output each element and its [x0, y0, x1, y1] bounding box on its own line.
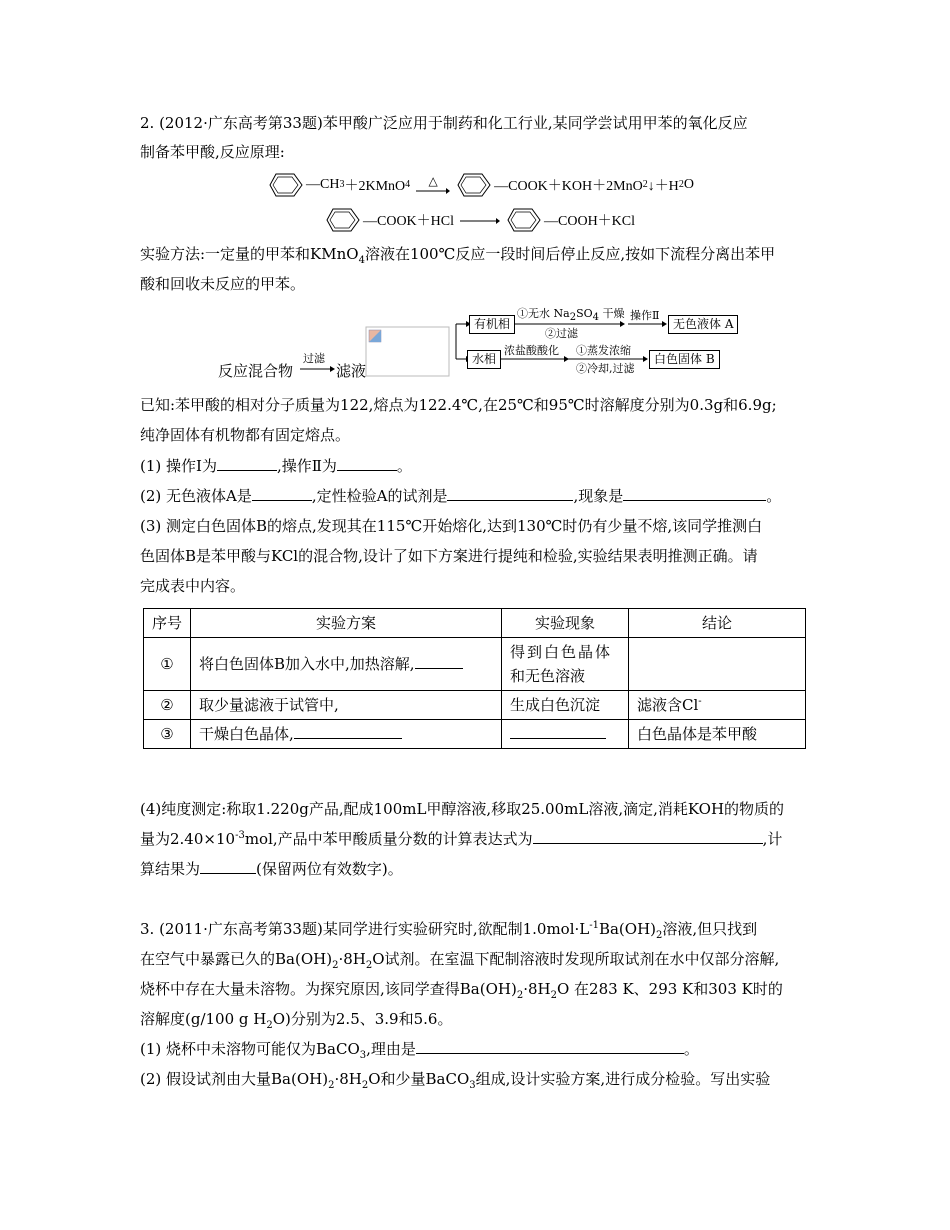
q2-part-3-line-1: (3) 测定白色固体B的熔点,发现其在115℃开始熔化,达到130℃时仍有少量不熔,该同学推测白	[140, 517, 763, 535]
flowchart-lines	[0, 0, 950, 400]
q3-part-2: (2) 假设试剂由大量$Ba(OH)_2\cdot 8H_2O$和少量BaCO$_3$组成,设计实验方案,进行成分检验。写出实验	[140, 1070, 771, 1091]
answer-blank[interactable]	[217, 456, 277, 471]
answer-blank[interactable]	[416, 1039, 684, 1054]
q2-part-4-line-1: (4)纯度测定:称取1.220g产品,配成100mL甲醇溶液,移取25.00mL溶液,滴定,消耗KOH的物质的	[140, 800, 785, 818]
q3-line-3: 烧杯中存在大量未溶物。为探究原因,该同学查得$Ba(OH)_2\cdot 8H_2O$ 在283 K、293 K和303 K时的	[140, 980, 783, 1001]
known-line-2: 纯净固体有机物都有固定熔点。	[140, 426, 351, 444]
table-header: 序号	[144, 609, 191, 638]
q2-part-3-line-2: 色固体B是苯甲酸与KCl的混合物,设计了如下方案进行提纯和检验,实验结果表明推测正确。请	[140, 547, 758, 565]
flow-liquid-a: 无色液体 A	[668, 315, 738, 334]
q2-part-1: (1) 操作Ⅰ为 ,操作Ⅱ为 。	[140, 457, 412, 475]
table-row: ③ 干燥白色晶体, 白色晶体是苯甲酸	[144, 720, 806, 749]
answer-blank[interactable]	[623, 486, 766, 501]
q3-line-1: 3. (2011·广东高考第33题)某同学进行实验研究时,欲配制$1.0mol\cdot L^{-1}Ba(OH)_2$溶液,但只找到	[140, 920, 758, 941]
flow-aqueous-phase: 水相	[467, 350, 501, 369]
answer-blank[interactable]	[415, 654, 463, 669]
q2-line-1: 2. (2012·广东高考第33题)苯甲酸广泛应用于制药和化工行业,某同学尝试用甲苯的氧化反应	[140, 114, 748, 132]
q3-line-4: 溶解度(g/100 g $H_2O$)分别为2.5、3.9和5.6。	[140, 1010, 453, 1031]
ch3-group: —CH	[306, 177, 340, 192]
answer-blank[interactable]	[447, 486, 573, 501]
answer-blank[interactable]	[252, 486, 312, 501]
flow-organic-phase: 有机相	[469, 315, 515, 334]
table-header: 结论	[629, 609, 806, 638]
flow-mixture: 反应混合物	[218, 362, 294, 380]
q2-part-4-line-2: 量为$2.40\times 10^{-3}mol$,产品中苯甲酸质量分数的计算表达式为 ,计	[140, 830, 783, 848]
known-line-1: 已知:苯甲酸的相对分子质量为122,熔点为122.4℃,在25℃和95℃时溶解度分别为0.3g和6.9g;	[140, 396, 777, 414]
flow-op2: 操作Ⅱ	[630, 309, 660, 322]
q2-part-4-line-3: 算结果为 (保留两位有效数字)。	[140, 860, 403, 878]
reaction-equation-1: —CH 3 ＋2KMnO 4 △ —COOK＋KOH＋2MnO 2 ↓＋H 2 O	[268, 172, 694, 198]
method-line-2: 酸和回收未反应的甲苯。	[140, 275, 306, 293]
q3-line-2: 在空气中暴露已久的$Ba(OH)_2\cdot 8H_2O$试剂。在室温下配制溶液时发现所取试剂在水中仅部分溶解,	[140, 950, 780, 971]
q3-part-1: (1) 烧杯中未溶物可能仅为BaCO$_3$,理由是 。	[140, 1040, 699, 1061]
flow-dry-step: ①无水 $Na_2SO_4$ 干燥	[517, 307, 625, 324]
table-header: 实验方案	[191, 609, 502, 638]
q2-part-2: (2) 无色液体A是 ,定性检验A的试剂是 ,现象是 。	[140, 487, 782, 505]
experiment-table	[143, 608, 806, 749]
kmno4-reagent: ＋2KMnO	[344, 179, 406, 194]
products: —COOK＋KOH＋2MnO	[494, 179, 643, 194]
method-line-1: 实验方法:一定量的甲苯和KMnO$_4$溶液在100℃反应一段时间后停止反应,按如下流程分离出苯甲	[140, 245, 776, 266]
heat-arrow: △	[416, 175, 450, 195]
answer-blank[interactable]	[510, 724, 606, 739]
table-row: ① 将白色固体B加入水中,加热溶解, 得到白色晶体 和无色溶液	[144, 638, 806, 691]
answer-blank[interactable]	[200, 859, 256, 874]
flow-acidify: 浓盐酸酸化	[504, 344, 559, 357]
q2-part-3-line-3: 完成表中内容。	[140, 577, 246, 595]
reaction-equation-2: —COOK＋HCl —COOH＋KCl	[325, 207, 635, 233]
answer-blank[interactable]	[294, 724, 402, 739]
table-header-row	[144, 609, 806, 638]
q2-line-2: 制备苯甲酸,反应原理:	[140, 143, 285, 161]
flow-solid-b: 白色固体 B	[649, 350, 720, 369]
table-row: ② 取少量滤液于试管中, 生成白色沉淀 滤液含Cl-	[144, 691, 806, 720]
answer-blank[interactable]	[533, 829, 763, 844]
flow-filtrate: 滤液	[336, 362, 367, 380]
table-header: 实验现象	[502, 609, 629, 638]
answer-blank[interactable]	[337, 456, 397, 471]
